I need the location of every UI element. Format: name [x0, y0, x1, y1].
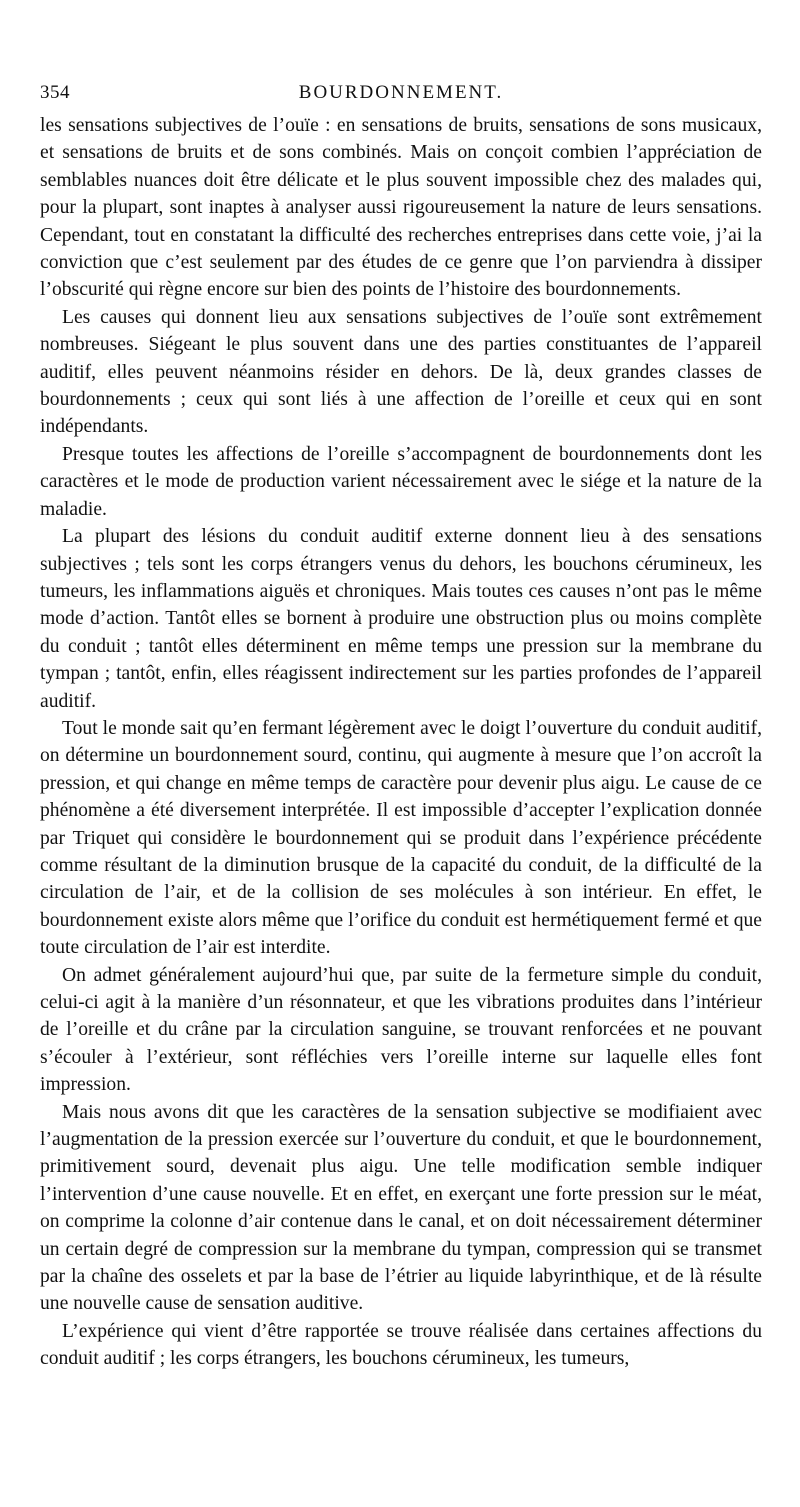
- paragraph: Presque toutes les affections de l’oreille s’accompagnent de bourdonnements dont les caractères et le mode de production varient nécessairement avec le siége et la nature de la maladie.: [40, 443, 762, 520]
- paragraph: Tout le monde sait qu’en fermant légèrement avec le doigt l’ouverture du conduit auditif, on détermine un bourdonnement sourd, continu, qui augmente à mesure que l’on accroît la pression, et qui change en même temps de caractère pour devenir plus aigu. Le cause de ce phénomène a été diversement interprétée. Il est impossible d’accepter l’explication donnée par Triquet qui considère le bourdonnement qui se produit dans l’expérience précédente comme résultant de la diminution brusque de la capacité du conduit, de la difficulté de la circulation de l’air, et de la collision de ses molécules à son intérieur. En effet, le bourdonnement existe alors même que l’orifice du conduit est hermétiquement fermé et que toute circulation de l’air est interdite.: [40, 717, 762, 959]
- paragraph-continued: les sensations subjectives de l’ouïe : en sensations de bruits, sensations de sons musicaux, et sensations de bruits et de sons combinés. Mais on conçoit combien l’appréciation de semblables nuances doit être délicate et le plus souvent impossible chez des malades qui, pour la plupart, sont inaptes à analyser aussi rigoureusement la nature de leurs sensations. Cependant, tout en constatant la difficulté des recherches entreprises dans cette voie, j’ai la conviction que c’est seulement par des études de ce genre que l’on parviendra à dissiper l’obscurité qui règne encore sur bien des points de l’histoire des bourdonnements.: [40, 115, 762, 301]
- body-text: [40, 112, 762, 1373]
- running-title: BOURDONNEMENT.: [298, 82, 504, 103]
- page-number: 354: [40, 82, 70, 103]
- paragraph-continues: L’expérience qui vient d’être rapportée se trouve réalisée dans certaines affections du conduit auditif ; les corps étrangers, les bouchons cérumineux, les tumeurs,: [40, 1320, 762, 1370]
- book-page: [40, 82, 762, 1373]
- paragraph: Mais nous avons dit que les caractères de la sensation subjective se modifiaient avec l’augmentation de la pression exercée sur l’ouverture du conduit, et que le bourdonnement, primitivement sourd, devenait plus aigu. Une telle modification semble indiquer l’intervention d’une cause nouvelle. Et en effet, en exerçant une forte pression sur le méat, on comprime la colonne d’air contenue dans le canal, et on doit nécessairement déterminer un certain degré de compression sur la membrane du tympan, compression qui se transmet par la chaîne des osselets et par la base de l’étrier au liquide labyrinthique, et de là résulte une nouvelle cause de sensation auditive.: [40, 1101, 762, 1315]
- running-head: [40, 82, 762, 112]
- paragraph: On admet généralement aujourd’hui que, par suite de la fermeture simple du conduit, celui-ci agit à la manière d’un résonnateur, et que les vibrations produites dans l’intérieur de l’oreille et du crâne par la circulation sanguine, se trouvant renforcées et ne pouvant s’écouler à l’extérieur, sont réfléchies vers l’oreille interne sur laquelle elles font impression.: [40, 964, 762, 1096]
- paragraph: Les causes qui donnent lieu aux sensations subjectives de l’ouïe sont extrêmement nombreuses. Siégeant le plus souvent dans une des parties constituantes de l’appareil auditif, elles peuvent néanmoins résider en dehors. De là, deux grandes classes de bourdonnements ; ceux qui sont liés à une affection de l’oreille et ceux qui en sont indépendants.: [40, 306, 762, 438]
- paragraph: La plupart des lésions du conduit auditif externe donnent lieu à des sensations subjectives ; tels sont les corps étrangers venus du dehors, les bouchons cérumineux, les tumeurs, les inflammations aiguës et chroniques. Mais toutes ces causes n’ont pas le même mode d’action. Tantôt elles se bornent à produire une obstruction plus ou moins complète du conduit ; tantôt elles déterminent en même temps une pression sur la membrane du tympan ; tantôt, enfin, elles réagissent indirectement sur les parties profondes de l’appareil auditif.: [40, 526, 762, 712]
